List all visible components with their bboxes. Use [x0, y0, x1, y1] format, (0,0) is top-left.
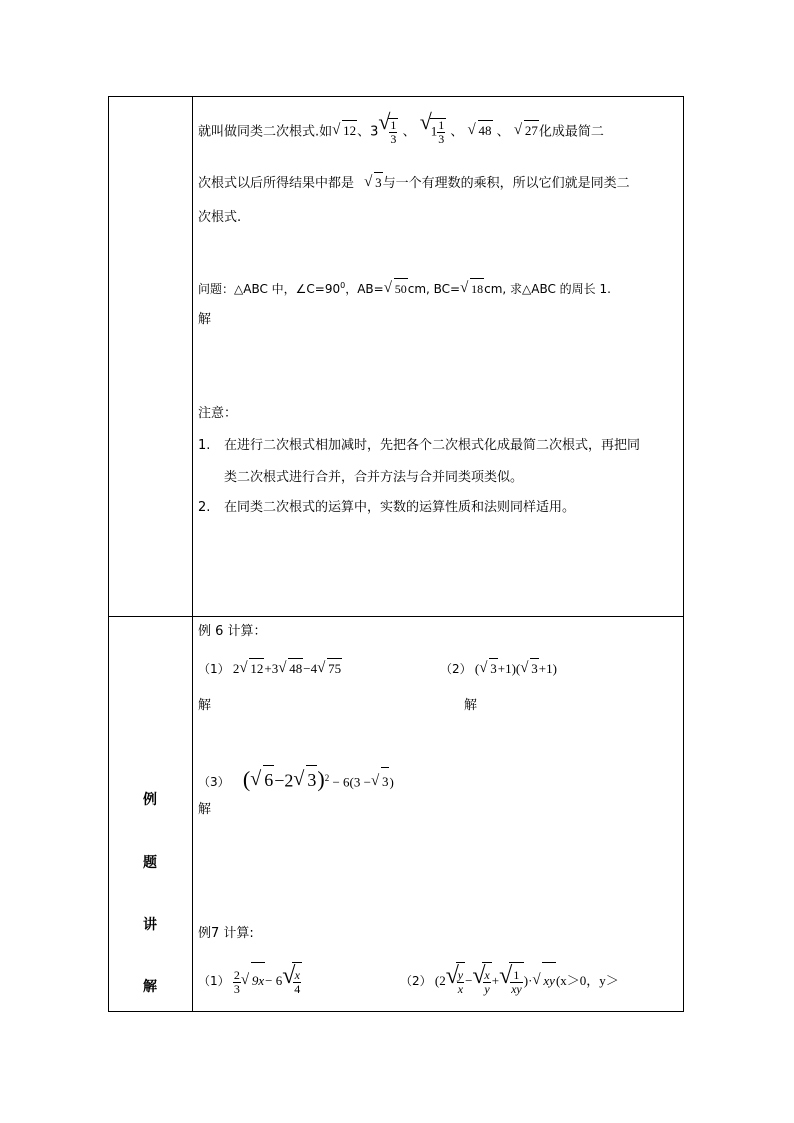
fraction-numerator: x — [294, 967, 300, 982]
side-label-char-1: 例 — [143, 792, 157, 808]
sqrt-mixed-number: √ 1 $\frac{1}{3}$ — [419, 109, 445, 146]
text-span: 2 — [232, 661, 240, 676]
solution-label-6-3: 解 — [198, 802, 212, 817]
sqrt-48: √ 48 — [468, 120, 493, 141]
sqrt-27: √ 27 — [514, 120, 539, 141]
text-span: 、 — [496, 124, 510, 140]
text-span: 、 — [402, 124, 416, 140]
problem-7-1 — [198, 962, 302, 999]
fraction-numerator: 1 — [390, 118, 397, 132]
fraction-denominator: x — [457, 981, 464, 996]
note-item-2 — [198, 498, 575, 518]
text-span: 在同类二次根式的运算中，实数的运算性质和法则同样适用。 — [224, 500, 576, 515]
radicand: 3 — [381, 767, 390, 796]
text-span: − — [465, 973, 473, 988]
problem-label: （2） — [440, 662, 472, 676]
note-item-1-cont: 类二次根式进行合并，合并方法与合并同类项类似。 — [224, 470, 524, 485]
text-span: cm, 求△ABC 的周长 1. — [484, 282, 611, 296]
text-span: −2 — [274, 770, 294, 791]
sqrt-3: √ 3 — [293, 765, 317, 794]
fraction-numerator: 1 — [438, 118, 445, 132]
sqrt-one-third: √ $\frac{1}{3}$ — [378, 109, 397, 146]
example-7-title: 例7 计算: — [198, 926, 254, 941]
fraction-denominator: 3 — [438, 132, 445, 146]
fraction-denominator: 3 — [390, 132, 397, 146]
text-span: ( — [242, 766, 251, 792]
text-span: cm, BC= — [407, 282, 461, 296]
radicand: 12 — [249, 658, 264, 679]
example-6-title: 例 6 计算： — [198, 624, 267, 639]
text-span: − 6 — [265, 973, 283, 988]
text-span: + — [491, 973, 500, 988]
problem-6-2 — [440, 658, 557, 679]
sqrt-12: √ 12 — [239, 658, 264, 679]
fraction-numerator: x — [484, 967, 490, 982]
column-divider — [192, 96, 193, 1012]
text-span: )· — [523, 973, 533, 988]
text-span: 次根式. — [198, 210, 242, 225]
text-span: +1)( — [497, 661, 521, 676]
sqrt-xy: √ xy — [532, 962, 556, 999]
sqrt-9x: √ 9x — [241, 962, 265, 999]
radicand: 3 — [530, 658, 539, 679]
text-span: −4 — [303, 661, 318, 676]
text-span: ，AB= — [345, 282, 384, 296]
sqrt-x-over-y: √ $\frac{x}{y}$ — [472, 962, 491, 999]
radicand: 3 — [374, 172, 383, 193]
radicand: 9x — [251, 962, 265, 999]
radicand: 3 — [306, 765, 317, 794]
text-span: 问题：△ABC 中，∠C=90 — [198, 282, 341, 296]
sqrt-3: √ 3 — [371, 767, 390, 796]
radicand: 6 — [263, 765, 274, 794]
sqrt-6: √ 6 — [250, 765, 274, 794]
radicand: 18 — [470, 278, 484, 299]
sqrt-75: √ 75 — [317, 658, 342, 679]
table-bottom-border — [108, 1011, 684, 1012]
fraction-numerator: 2 — [233, 967, 240, 982]
text-span: − 6(3 − — [332, 774, 371, 790]
text-span: 、3 — [357, 124, 379, 140]
fraction-denominator: y — [484, 981, 490, 996]
problem-label: （1） — [198, 662, 230, 676]
note-item-1 — [198, 436, 640, 456]
problem-statement — [198, 276, 611, 299]
fraction-denominator: xy — [511, 981, 522, 996]
fraction-denominator: 4 — [294, 981, 301, 996]
problem-7-2 — [400, 962, 619, 999]
fraction-denominator: 3 — [233, 981, 240, 996]
sqrt-50: √ 50 — [384, 278, 408, 299]
radicand: 12 — [342, 120, 357, 141]
problem-label: （1） — [198, 974, 230, 988]
radicand: 50 — [394, 278, 408, 299]
sqrt-3: √ 3 — [479, 658, 498, 679]
fraction-numerator: y — [457, 967, 464, 982]
table-left-border — [108, 96, 109, 1012]
side-label-char-2: 题 — [143, 855, 157, 871]
text-span: 、 — [450, 124, 464, 140]
text-span: 在进行二次根式相加减时，先把各个二次根式化成最简二次根式，再把同 — [224, 438, 641, 453]
sqrt-y-over-x: √ $\frac{y}{x}$ — [446, 962, 465, 999]
fraction-numerator: 1 — [510, 969, 523, 983]
table-right-border — [683, 96, 684, 1012]
sqrt-18: √ 18 — [460, 278, 484, 299]
problem-6-3 — [198, 764, 394, 796]
sqrt-1-over-xy: √ $\frac{1}{xy}$ — [499, 962, 524, 999]
text-span: 就叫做同类二次根式.如 — [198, 124, 333, 140]
paragraph-line-3 — [198, 208, 241, 228]
solution-label-1: 解 — [198, 312, 212, 327]
text-span: ) — [389, 774, 394, 790]
degree-sup: 0 — [340, 281, 346, 290]
text-span: (x＞0，y＞ — [555, 973, 619, 988]
sqrt-3: √ 3 — [364, 172, 383, 193]
solution-label-6-2: 解 — [464, 698, 478, 713]
problem-label: （3） — [198, 775, 230, 790]
problem-6-1 — [198, 658, 342, 679]
radicand: 48 — [478, 120, 493, 141]
solution-label-6-1: 解 — [198, 698, 212, 713]
radicand: 48 — [288, 658, 303, 679]
sqrt-48: √ 48 — [278, 658, 303, 679]
note-title: 注意： — [198, 406, 238, 421]
side-label-char-3: 讲 — [143, 917, 157, 933]
mixed-whole: 1 — [430, 123, 438, 139]
exponent: 2 — [324, 773, 330, 783]
text-span: ( — [474, 661, 480, 676]
note-number: 2. — [198, 500, 211, 515]
text-span: 化成最简二 — [538, 124, 604, 140]
radicand: xy — [542, 962, 556, 999]
sqrt-3: √ 3 — [520, 658, 539, 679]
side-label-char-4: 解 — [143, 979, 157, 995]
radicand: 27 — [524, 120, 539, 141]
text-span: 次根式以后所得结果中都是 — [198, 176, 355, 191]
radicand: 3 — [489, 658, 498, 679]
table-top-border — [108, 96, 684, 97]
text-span: (2 — [434, 973, 446, 988]
problem-label: （2） — [400, 974, 432, 988]
text-span: +1) — [538, 661, 557, 676]
sqrt-12: √ 12 — [332, 120, 357, 141]
content-table — [108, 96, 684, 1012]
paragraph-line-1 — [198, 109, 604, 146]
text-span: 与一个有理数的乘积，所以它们就是同类二 — [382, 176, 630, 191]
fraction-two-thirds — [233, 969, 241, 996]
text-span: ) — [317, 766, 325, 792]
sqrt-x-over-4: √ $\frac{x}{4}$ — [282, 962, 302, 999]
paragraph-line-2 — [198, 172, 630, 194]
note-number: 1. — [198, 438, 211, 453]
text-span: +3 — [264, 661, 279, 676]
radicand: 75 — [327, 658, 342, 679]
row-divider — [108, 616, 684, 617]
